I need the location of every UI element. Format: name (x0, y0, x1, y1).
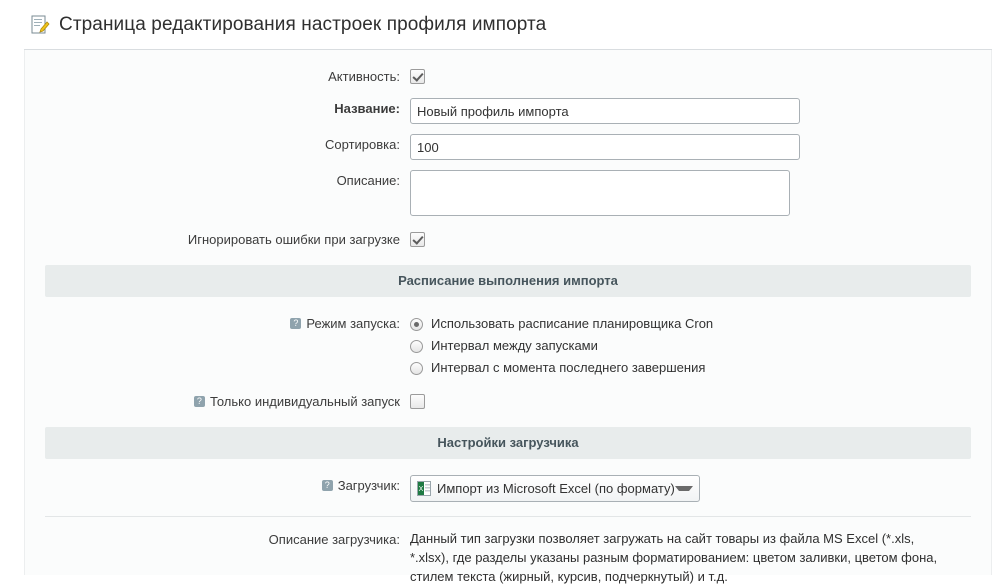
individual-only-label (25, 391, 410, 413)
sort-input[interactable] (410, 134, 800, 160)
ignore-errors-label: Игнорировать ошибки при загрузке (187, 232, 400, 247)
run-mode-label (25, 313, 410, 335)
schedule-section-title: Расписание выполнения импорта (45, 265, 971, 297)
row-name (25, 98, 991, 124)
help-icon[interactable]: ? (194, 396, 205, 407)
ignore-errors-checkbox[interactable] (410, 232, 425, 247)
run-mode-option-interval-between[interactable]: Интервал между запусками (410, 337, 991, 355)
radio-icon[interactable] (410, 318, 423, 331)
row-description (25, 170, 991, 219)
individual-only-checkbox[interactable] (410, 394, 425, 409)
loader-description-text: Данный тип загрузки позволяет загружать на сайт товары из файла MS Excel (*.xls, *.xlsx), где разделы указаны разным форматированием: цветом заливки, цветом фона, стилем текста (жирный, курсив, подчеркнутый) и т.д. (410, 531, 938, 584)
row-sort (25, 134, 991, 160)
row-loader-description (25, 529, 991, 586)
row-individual-only (25, 391, 991, 413)
chevron-down-icon[interactable] (675, 486, 693, 491)
row-loader (25, 475, 991, 502)
active-checkbox[interactable] (410, 69, 425, 84)
description-textarea[interactable] (410, 170, 790, 216)
run-mode-option-interval-since-finish[interactable]: Интервал с момента последнего завершения (410, 359, 991, 377)
page-header (24, 0, 992, 50)
document-edit-icon (30, 15, 50, 35)
page-title: Страница редактирования настроек профиля импорта (59, 13, 547, 35)
excel-icon (417, 481, 431, 496)
row-run-mode (25, 313, 991, 381)
loader-label-text: Загрузчик: (337, 478, 400, 493)
active-label: Активность: (328, 69, 400, 84)
radio-icon[interactable] (410, 340, 423, 353)
loader-description-label: Описание загрузчика: (268, 532, 400, 547)
row-ignore-errors (25, 229, 991, 251)
loader-select[interactable] (410, 475, 700, 502)
run-mode-options (410, 313, 991, 381)
sort-label: Сортировка: (325, 137, 400, 152)
help-icon[interactable]: ? (322, 480, 333, 491)
loader-label (25, 475, 410, 497)
form-body (24, 50, 992, 584)
individual-only-label-text: Только индивидуальный запуск (209, 394, 400, 409)
svg-text:X: X (418, 486, 424, 493)
help-icon[interactable]: ? (290, 318, 301, 329)
radio-icon[interactable] (410, 362, 423, 375)
name-input[interactable] (410, 98, 800, 124)
run-mode-option-cron[interactable]: Использовать расписание планировщика Cron (410, 315, 991, 333)
loader-section-title: Настройки загрузчика (45, 427, 971, 459)
row-active (25, 66, 991, 88)
divider (45, 516, 971, 517)
name-label: Название: (334, 101, 400, 116)
description-label: Описание: (336, 173, 400, 188)
loader-select-value: Импорт из Microsoft Excel (по формату) (437, 481, 675, 496)
run-mode-label-text: Режим запуска: (306, 316, 400, 331)
